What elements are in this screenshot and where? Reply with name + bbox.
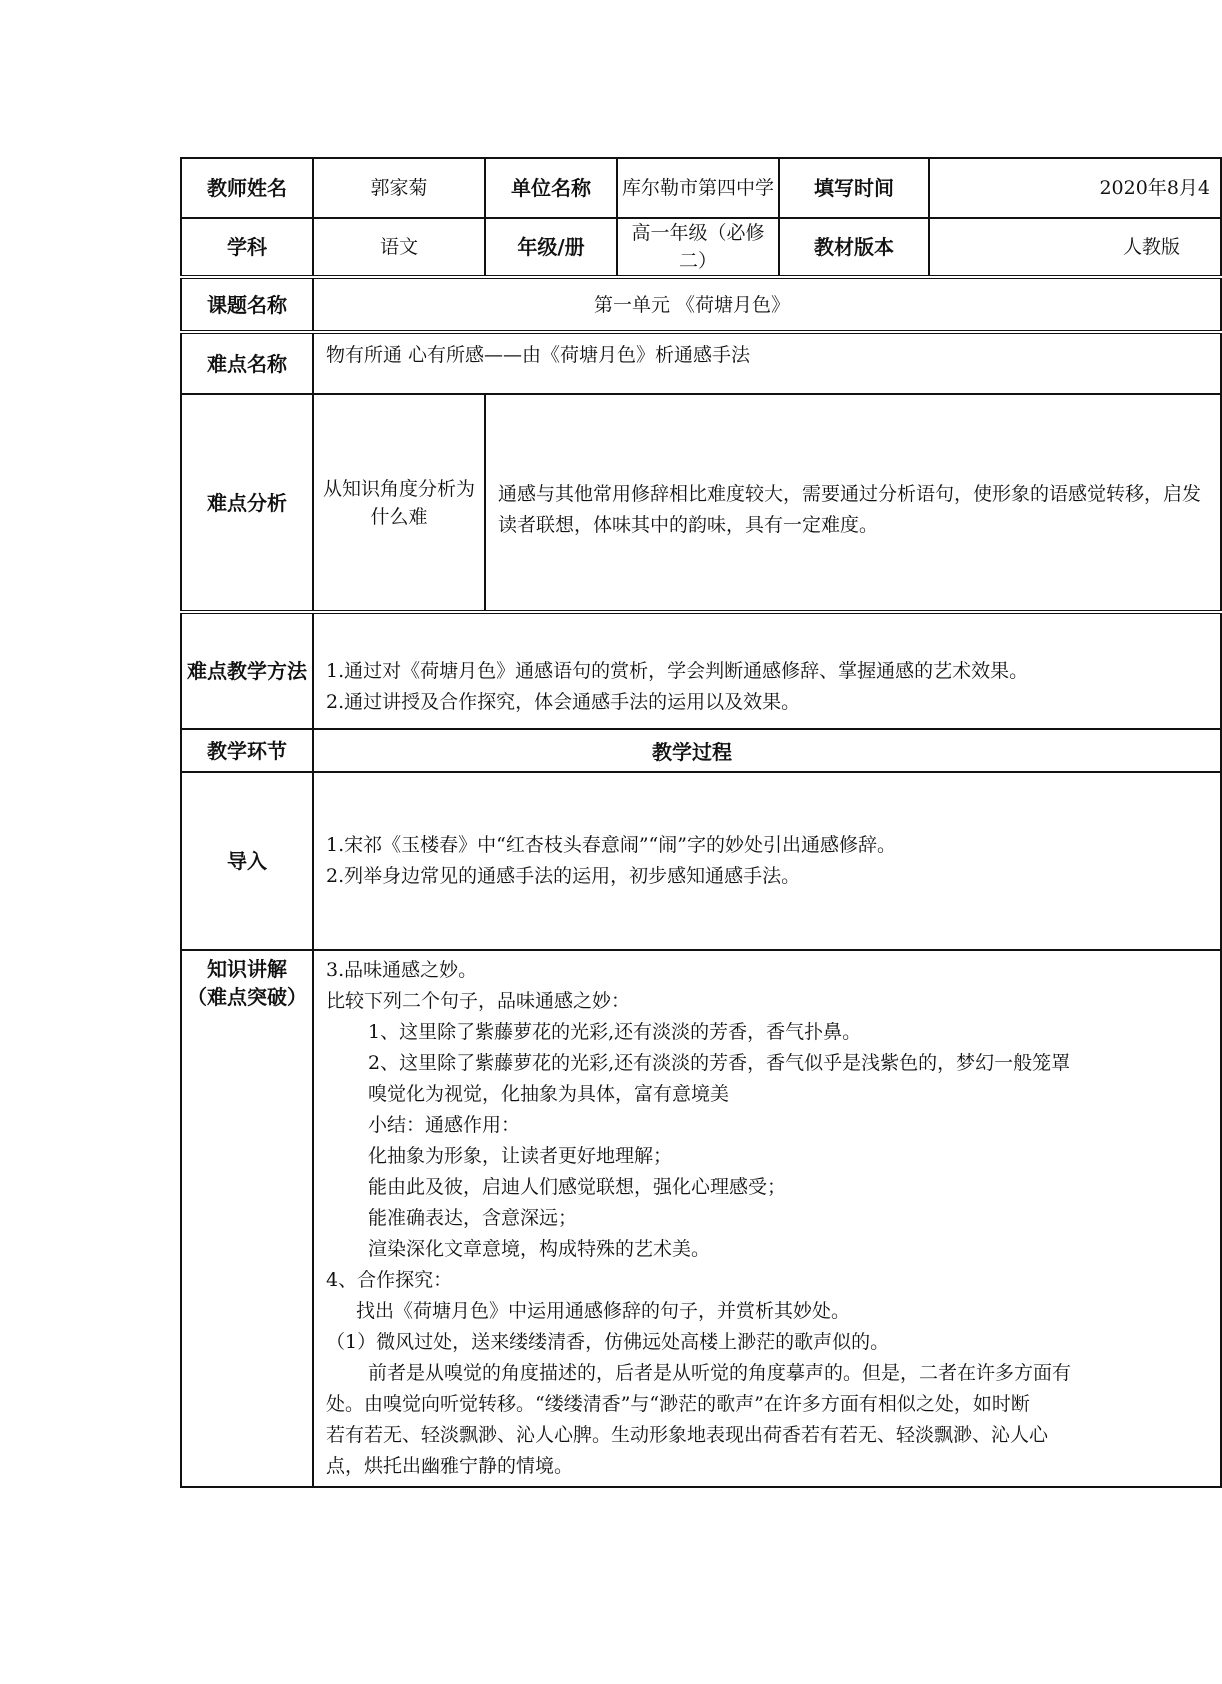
analysis-label: 难点分析: [181, 394, 313, 612]
knowledge-line-3: 1、这里除了紫藤萝花的光彩,还有淡淡的芳香，香气扑鼻。: [368, 1021, 862, 1043]
method-line-2: 2.通过讲授及合作探究，体会通感手法的运用以及效果。: [326, 691, 801, 713]
intro-label: 导入: [181, 772, 313, 950]
intro-line-2: 2.列举身边常见的通感手法的运用，初步感知通感手法。: [326, 865, 801, 887]
knowledge-line-5: 嗅觉化为视觉，化抽象为具体，富有意境美: [368, 1083, 730, 1105]
grade-label: 年级/册: [485, 218, 617, 277]
row-subject: [181, 218, 1221, 277]
row-intro: [181, 772, 1221, 950]
topic-value: 第一单元 《荷塘月色》: [313, 277, 1221, 332]
difficulty-label: 难点名称: [181, 332, 313, 394]
topic-label: 课题名称: [181, 277, 313, 332]
knowledge-line-11: 4、合作探究：: [326, 1269, 453, 1291]
edition-label: 教材版本: [779, 218, 929, 277]
date-value: 2020年8月4: [929, 158, 1221, 218]
intro-line-1: 1.宋祁《玉楼春》中“红杏枝头春意闹”“闹”字的妙处引出通感修辞。: [326, 834, 896, 856]
knowledge-line-7: 化抽象为形象，让读者更好地理解；: [368, 1145, 673, 1167]
teacher-label: 教师姓名: [181, 158, 313, 218]
knowledge-line-13: （1）微风过处，送来缕缕清香，仿佛远处高楼上渺茫的歌声似的。: [326, 1331, 890, 1353]
knowledge-line-17: 点，烘托出幽雅宁静的情境。: [326, 1455, 574, 1477]
intro-lines: [313, 772, 1221, 950]
knowledge-line-4: 2、这里除了紫藤萝花的光彩,还有淡淡的芳香，香气似乎是浅紫色的，梦幻一般笼罩: [368, 1052, 1071, 1074]
knowledge-label-line-2: （难点突破）: [187, 985, 307, 1009]
knowledge-line-9: 能准确表达，含意深远；: [368, 1207, 578, 1229]
knowledge-line-8: 能由此及彼，启迪人们感觉联想，强化心理感受；: [368, 1176, 787, 1198]
row-difficulty: [181, 332, 1221, 394]
row-method: [181, 612, 1221, 729]
knowledge-label-line-1: 知识讲解: [207, 957, 287, 981]
row-process-header: [181, 729, 1221, 772]
subject-label: 学科: [181, 218, 313, 277]
method-label: 难点教学方法: [181, 612, 313, 729]
teacher-value: 郭家菊: [313, 158, 485, 218]
row-teacher: [181, 158, 1221, 218]
knowledge-line-14: 前者是从嗅觉的角度描述的，后者是从听觉的角度摹声的。但是，二者在许多方面有: [368, 1362, 1072, 1384]
analysis-text: 通感与其他常用修辞相比难度较大，需要通过分析语句，使形象的语感觉转移，启发读者联想，体味其中的韵味，具有一定难度。: [485, 394, 1221, 612]
knowledge-line-12: 找出《荷塘月色》中运用通感修辞的句子，并赏析其妙处。: [356, 1300, 851, 1322]
knowledge-lines: [313, 950, 1221, 1487]
row-knowledge: [181, 950, 1221, 1487]
knowledge-line-6: 小结：通感作用：: [368, 1114, 521, 1136]
row-analysis: [181, 394, 1221, 612]
date-label: 填写时间: [779, 158, 929, 218]
unit-value: 库尔勒市第四中学: [617, 158, 779, 218]
knowledge-line-2: 比较下列二个句子，品味通感之妙：: [326, 990, 631, 1012]
difficulty-value: 物有所通 心有所感——由《荷塘月色》析通感手法: [313, 332, 1221, 394]
knowledge-line-1: 3.品味通感之妙。: [326, 959, 478, 981]
row-topic: [181, 277, 1221, 332]
analysis-sub-label: 从知识角度分析为什么难: [313, 394, 485, 612]
knowledge-line-16: 若有若无、轻淡飘渺、沁人心脾。生动形象地表现出荷香若有若无、轻淡飘渺、沁人心: [326, 1424, 1049, 1446]
knowledge-line-15: 处。由嗅觉向听觉转移。“缕缕清香”与“渺茫的歌声”在许多方面有相似之处，如时断: [326, 1393, 1030, 1415]
method-line-1: 1.通过对《荷塘月色》通感语句的赏析，学会判断通感修辞、掌握通感的艺术效果。: [326, 660, 1029, 682]
process-label: 教学环节: [181, 729, 313, 772]
subject-value: 语文: [313, 218, 485, 277]
edition-value: 人教版: [929, 218, 1221, 277]
method-lines: [313, 612, 1221, 729]
grade-value: 高一年级（必修二）: [617, 218, 779, 277]
knowledge-line-10: 渲染深化文章意境，构成特殊的艺术美。: [368, 1238, 711, 1260]
knowledge-label: [181, 950, 313, 1487]
process-value: 教学过程: [313, 729, 1221, 772]
lesson-plan-table: [180, 157, 1222, 1488]
unit-label: 单位名称: [485, 158, 617, 218]
